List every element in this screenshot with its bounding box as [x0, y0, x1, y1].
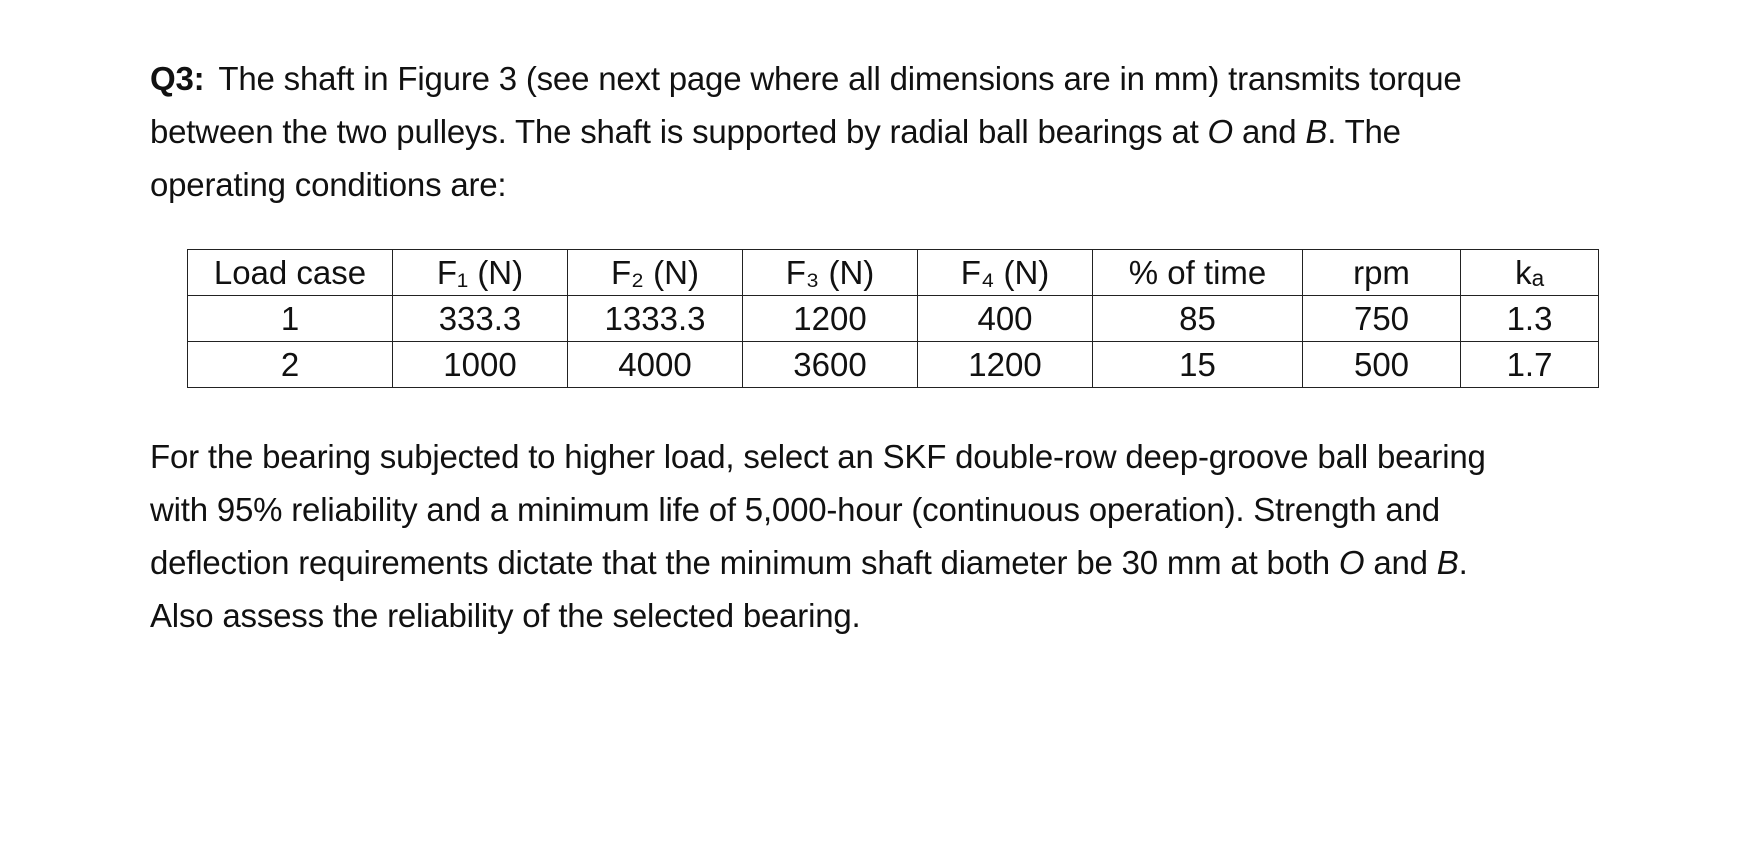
table-cell: 1333.3 [568, 296, 743, 342]
question-label: Q3: [150, 60, 205, 97]
followup-paragraph [150, 430, 1620, 642]
bearing-o-label: O [1338, 544, 1365, 581]
question-line-2b: and [1233, 113, 1306, 150]
header-ka: kₐ [1461, 250, 1599, 296]
table-cell: 750 [1303, 296, 1461, 342]
question-paragraph [150, 52, 1610, 211]
table-cell: 4000 [568, 342, 743, 388]
followup-line-3b: and [1364, 544, 1437, 581]
table-row [188, 342, 1599, 388]
table-header-row [188, 250, 1599, 296]
header-f4: F₄ (N) [918, 250, 1093, 296]
followup-text [150, 430, 1620, 642]
question-line-2c: . The [1327, 113, 1401, 150]
followup-line-1: For the bearing subjected to higher load, select an SKF double-row deep-groove ball bearing [150, 438, 1486, 475]
bearing-o-label: O [1207, 113, 1234, 150]
followup-line-3c: . [1458, 544, 1468, 581]
header-rpm: rpm [1303, 250, 1461, 296]
question-text [150, 52, 1610, 211]
question-line-3: operating conditions are: [150, 166, 507, 203]
header-f2: F₂ (N) [568, 250, 743, 296]
table-cell: 1200 [743, 296, 918, 342]
bearing-b-label: B [1436, 544, 1459, 581]
operating-conditions-table [187, 249, 1599, 388]
question-line-1: The shaft in Figure 3 (see next page where all dimensions are in mm) transmits torque [218, 60, 1462, 97]
bearing-b-label: B [1305, 113, 1328, 150]
table-cell: 1000 [393, 342, 568, 388]
header-load-case: Load case [188, 250, 393, 296]
question-line-2a: between the two pulleys. The shaft is supported by radial ball bearings at [150, 113, 1208, 150]
table-cell: 1 [188, 296, 393, 342]
table-cell: 2 [188, 342, 393, 388]
table-cell: 85 [1093, 296, 1303, 342]
table-cell: 400 [918, 296, 1093, 342]
table-cell: 1.7 [1461, 342, 1599, 388]
operating-conditions-table-wrap [187, 249, 1599, 388]
followup-line-4: Also assess the reliability of the selected bearing. [150, 597, 861, 634]
table-cell: 333.3 [393, 296, 568, 342]
table-cell: 15 [1093, 342, 1303, 388]
table-row [188, 296, 1599, 342]
header-f1: F₁ (N) [393, 250, 568, 296]
table-cell: 3600 [743, 342, 918, 388]
table-cell: 1.3 [1461, 296, 1599, 342]
header-f3: F₃ (N) [743, 250, 918, 296]
header-percent-time: % of time [1093, 250, 1303, 296]
followup-line-2: with 95% reliability and a minimum life of 5,000-hour (continuous operation). Strength and [150, 491, 1440, 528]
table-cell: 500 [1303, 342, 1461, 388]
table-cell: 1200 [918, 342, 1093, 388]
followup-line-3a: deflection requirements dictate that the minimum shaft diameter be 30 mm at both [150, 544, 1339, 581]
